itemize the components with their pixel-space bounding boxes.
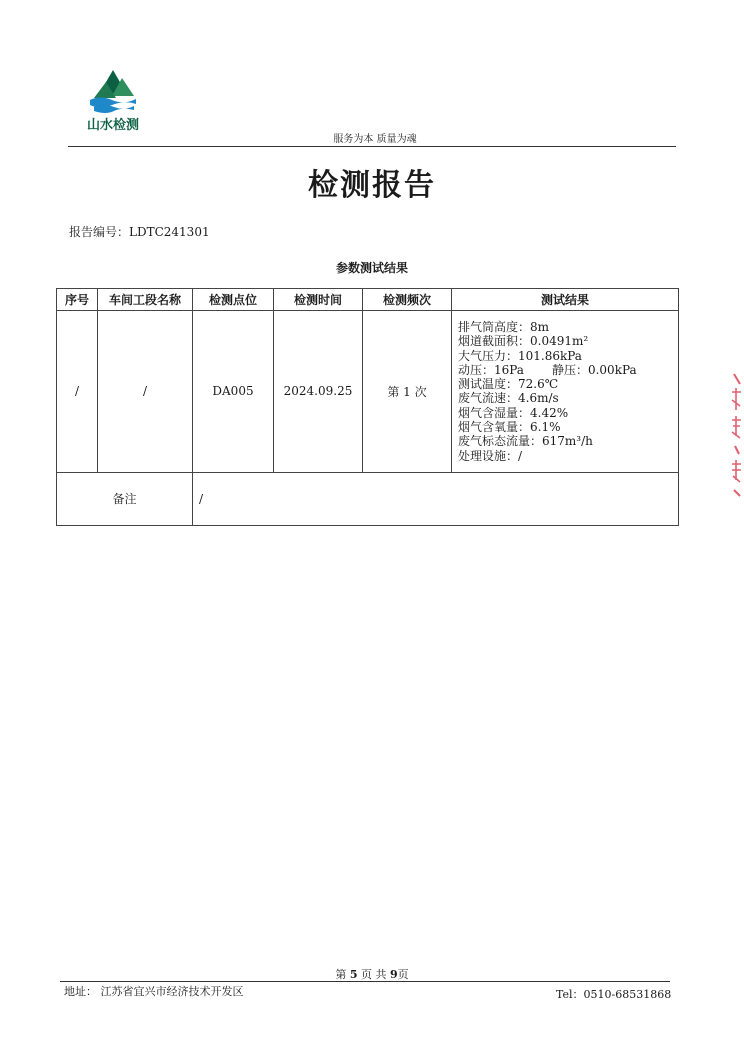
cell-frequency: 第 1 次 — [363, 311, 452, 473]
cell-workshop: / — [98, 311, 193, 473]
header-slogan: 服务为本 质量为魂 — [333, 134, 417, 145]
page-current: 5 — [349, 968, 358, 981]
header-time: 检测时间 — [274, 289, 363, 311]
footer-address: 地址： 江苏省宜兴市经济技术开发区 — [64, 985, 244, 998]
remark-row — [57, 472, 679, 525]
cell-point: DA005 — [193, 311, 274, 473]
remark-label: 备注 — [57, 472, 193, 525]
remark-value: / — [193, 472, 679, 525]
result-dynamic-pressure: 动压：16Pa — [458, 362, 524, 377]
company-logo — [78, 68, 148, 134]
result-temperature: 测试温度：72.6℃ — [458, 377, 559, 392]
header-seq: 序号 — [57, 289, 98, 311]
footer-divider — [60, 981, 670, 982]
section-title: 参数测试结果 — [335, 261, 408, 275]
page-prefix: 第 — [335, 968, 347, 981]
cell-seq: / — [57, 311, 98, 473]
mountain-water-logo-icon — [86, 68, 140, 114]
cell-results — [452, 311, 679, 473]
result-treatment-facility: 处理设施：/ — [458, 448, 523, 463]
result-standard-flow: 废气标态流量：617m³/h — [458, 434, 593, 449]
seal-stamp-edge — [728, 370, 744, 500]
header-point: 检测点位 — [193, 289, 274, 311]
page-middle: 页 共 — [361, 968, 387, 981]
header-frequency: 检测频次 — [363, 289, 452, 311]
results-table — [56, 288, 679, 526]
result-stack-height: 排气筒高度：8m — [458, 320, 550, 334]
page-indicator — [0, 966, 744, 982]
report-number: 报告编号：LDTC241301 — [69, 225, 210, 239]
page-suffix: 页 — [397, 968, 409, 981]
result-flow-velocity: 废气流速：4.6m/s — [458, 391, 559, 406]
result-pressure-pair — [458, 363, 674, 377]
page-total: 9 — [390, 968, 398, 981]
cell-time: 2024.09.25 — [274, 311, 363, 473]
header-results: 测试结果 — [452, 289, 679, 311]
result-static-pressure: 静压：0.00kPa — [551, 362, 637, 377]
table-header-row — [57, 289, 679, 311]
result-atmospheric-pressure: 大气压力：101.86kPa — [458, 348, 582, 363]
logo-text: 山水检测 — [86, 118, 139, 133]
table-row — [57, 311, 679, 473]
result-oxygen: 烟气含氧量：6.1% — [458, 420, 561, 435]
result-flue-area: 烟道截面积：0.0491m² — [458, 334, 589, 349]
result-moisture: 烟气含湿量：4.42% — [458, 405, 569, 420]
header-workshop: 车间工段名称 — [98, 289, 193, 311]
document-title: 检测报告 — [308, 168, 436, 203]
footer-tel: Tel：0510-68531868 — [556, 988, 672, 1001]
header-divider — [68, 146, 676, 147]
